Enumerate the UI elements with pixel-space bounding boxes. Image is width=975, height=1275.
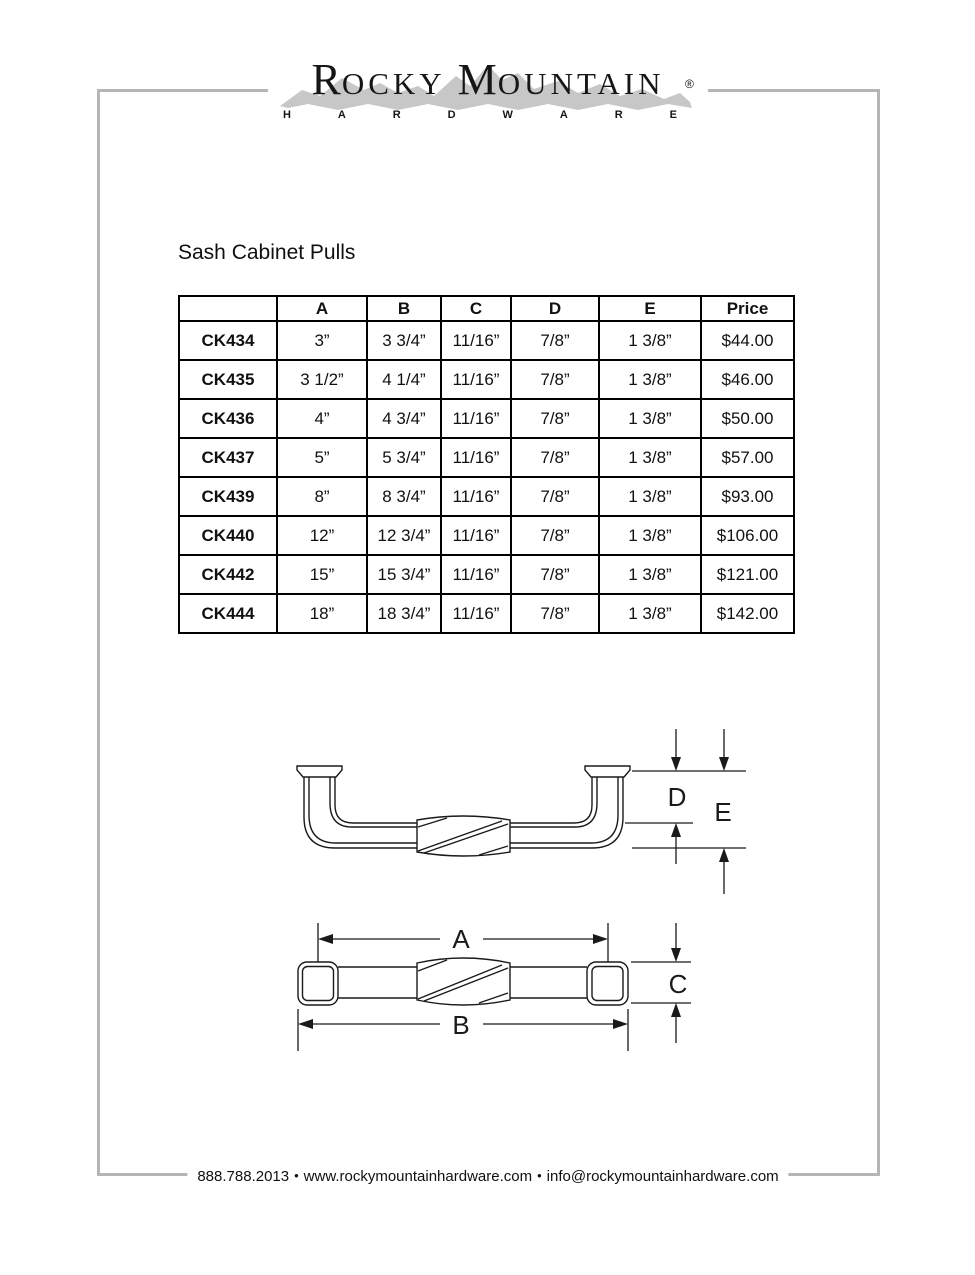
brand-subtitle-letter: D [447,109,456,121]
registered-trademark-symbol: ® [685,77,694,91]
spec-value-cell: 15” [277,555,367,594]
footer-email: info@rockymountainhardware.com [546,1168,779,1185]
price-cell: $121.00 [701,555,794,594]
spec-table-header [179,296,794,321]
spec-value-cell: 11/16” [441,438,511,477]
spec-value-cell: 11/16” [441,360,511,399]
top-view-drawing [298,923,691,1051]
technical-drawing [280,700,760,1065]
price-cell: $50.00 [701,399,794,438]
model-code-cell: CK436 [179,399,277,438]
spec-value-cell: 7/8” [511,477,599,516]
footer-separator: • [537,1168,542,1183]
header-row [179,296,794,321]
brand-subtitle-letter: H [283,109,291,121]
brand-logo [268,46,708,138]
header-cell-c: C [441,296,511,321]
model-code-cell: CK435 [179,360,277,399]
spec-value-cell: 7/8” [511,594,599,633]
spec-value-cell: 1 3/8” [599,321,701,360]
header-cell-a: A [277,296,367,321]
brand-subtitle-letter: R [614,109,623,121]
spec-value-cell: 12 3/4” [367,516,441,555]
brand-subtitle-letter: A [337,109,346,121]
page-title: Sash Cabinet Pulls [178,241,356,264]
table-row [179,477,794,516]
brand-subtitle-letter: A [559,109,568,121]
spec-value-cell: 1 3/8” [599,594,701,633]
header-cell-model [179,296,277,321]
model-code-cell: CK440 [179,516,277,555]
spec-value-cell: 5” [277,438,367,477]
brand-subtitle [283,109,677,121]
table-row [179,594,794,633]
spec-value-cell: 1 3/8” [599,360,701,399]
spec-value-cell: 18” [277,594,367,633]
spec-value-cell: 8 3/4” [367,477,441,516]
spec-value-cell: 15 3/4” [367,555,441,594]
spec-value-cell: 11/16” [441,555,511,594]
table-row [179,438,794,477]
model-code-cell: CK444 [179,594,277,633]
price-cell: $142.00 [701,594,794,633]
footer-website: www.rockymountainhardware.com [303,1168,533,1185]
spec-value-cell: 7/8” [511,555,599,594]
spec-value-cell: 11/16” [441,399,511,438]
price-cell: $44.00 [701,321,794,360]
spec-value-cell: 4 1/4” [367,360,441,399]
table-row [179,555,794,594]
spec-value-cell: 8” [277,477,367,516]
brand-subtitle-letter: E [669,109,677,121]
spec-value-cell: 3” [277,321,367,360]
brand-wordmark [268,55,708,105]
dimension-label-e: E [714,797,732,827]
spec-table [178,295,795,634]
spec-value-cell: 7/8” [511,321,599,360]
brand-word1-rest: OCKY [341,66,446,101]
spec-value-cell: 12” [277,516,367,555]
spec-value-cell: 18 3/4” [367,594,441,633]
model-code-cell: CK434 [179,321,277,360]
price-cell: $46.00 [701,360,794,399]
side-view-drawing [297,729,746,894]
dimension-label-b: B [452,1010,470,1040]
header-cell-price: Price [701,296,794,321]
dimension-label-d: D [667,782,687,812]
spec-value-cell: 11/16” [441,477,511,516]
brand-word2-initial: M [457,55,498,104]
spec-value-cell: 4 3/4” [367,399,441,438]
header-cell-e: E [599,296,701,321]
dimension-label-a: A [452,924,470,954]
spec-value-cell: 7/8” [511,516,599,555]
price-cell: $57.00 [701,438,794,477]
spec-table-body [179,321,794,633]
spec-value-cell: 7/8” [511,399,599,438]
spec-value-cell: 11/16” [441,516,511,555]
price-cell: $93.00 [701,477,794,516]
table-row [179,321,794,360]
footer-separator: • [294,1168,299,1183]
dimension-label-c: C [668,969,688,999]
brand-subtitle-letter: R [392,109,401,121]
spec-value-cell: 3 1/2” [277,360,367,399]
spec-value-cell: 11/16” [441,321,511,360]
table-row [179,516,794,555]
spec-value-cell: 4” [277,399,367,438]
spec-value-cell: 1 3/8” [599,555,701,594]
brand-word2-rest: OUNTAIN [497,66,665,101]
table-row [179,399,794,438]
spec-value-cell: 1 3/8” [599,477,701,516]
model-code-cell: CK437 [179,438,277,477]
spec-value-cell: 7/8” [511,360,599,399]
spec-value-cell: 5 3/4” [367,438,441,477]
model-code-cell: CK442 [179,555,277,594]
footer-phone: 888.788.2013 [197,1168,290,1185]
header-cell-d: D [511,296,599,321]
footer-contact [187,1166,788,1187]
model-code-cell: CK439 [179,477,277,516]
spec-value-cell: 1 3/8” [599,438,701,477]
spec-value-cell: 3 3/4” [367,321,441,360]
spec-value-cell: 7/8” [511,438,599,477]
price-cell: $106.00 [701,516,794,555]
header-cell-b: B [367,296,441,321]
brand-word1-initial: R [311,55,342,104]
table-row [179,360,794,399]
brand-subtitle-letter: W [502,109,513,121]
spec-value-cell: 1 3/8” [599,516,701,555]
spec-value-cell: 1 3/8” [599,399,701,438]
spec-value-cell: 11/16” [441,594,511,633]
